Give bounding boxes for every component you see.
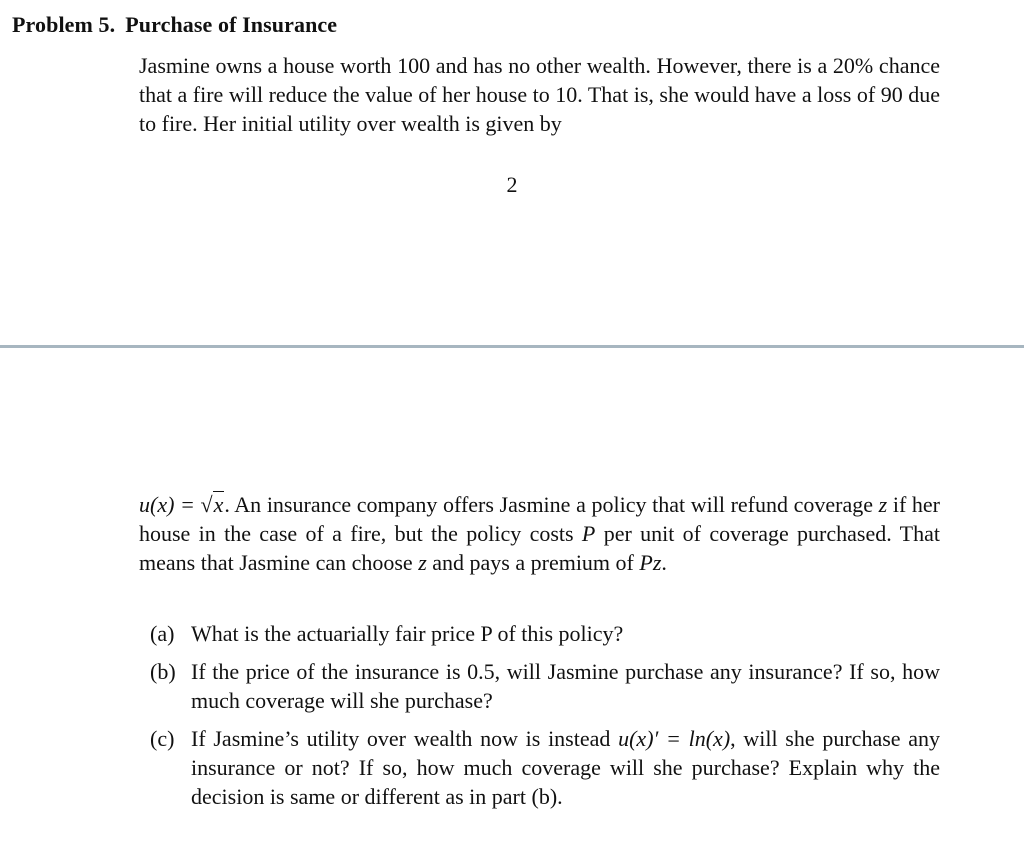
sqrt-symbol: √ — [200, 492, 213, 517]
problem-title: Purchase of Insurance — [125, 12, 338, 37]
text-after-z-second: and pays a premium of — [426, 550, 640, 575]
question-part-a — [150, 619, 940, 648]
utility-tail-text: . An insurance company offers Jasmine a policy that will refund coverage — [224, 492, 879, 517]
question-part-c — [150, 724, 940, 811]
sqrt-argument: x — [213, 492, 224, 517]
part-b-marker: (b) — [150, 659, 176, 684]
variable-z: z — [878, 492, 888, 517]
question-part-b — [150, 657, 940, 715]
variable-z-second: z — [418, 550, 427, 575]
text-after-p: per unit of coverage purchased. That means that Jasmine can choose — [139, 521, 940, 575]
text-after-z: if her house in the case of a fire, but the policy costs — [139, 492, 940, 546]
variable-pz: Pz — [639, 550, 662, 575]
sentence-period: . — [661, 550, 667, 575]
utility-paragraph — [139, 490, 940, 577]
problem-heading — [12, 12, 337, 38]
part-c-math: u(x)′ = ln(x) — [618, 726, 731, 751]
utility-lhs: u(x) = — [139, 492, 201, 517]
part-c-text-after: , will she purchase any insurance or not? If so, how much coverage will she purchase? Explain why the decision is same or different as in part (b). — [191, 726, 941, 809]
part-b-text: If the price of the insurance is 0.5, will Jasmine purchase any insurance? If so, how much coverage will she purchase? — [191, 659, 940, 713]
part-a-marker: (a) — [150, 621, 175, 646]
top-page-section — [0, 0, 1024, 345]
intro-paragraph: Jasmine owns a house worth 100 and has no other wealth. However, there is a 20% chance that a fire will reduce the value of her house to 10. That is, she would have a loss of 90 due to fire. Her initial utility over wealth is given by — [139, 53, 940, 136]
part-c-marker: (c) — [150, 726, 175, 751]
page-number: 2 — [506, 172, 518, 197]
problem-number: Problem 5. — [12, 12, 116, 37]
question-parts-list — [150, 619, 940, 820]
variable-p: P — [581, 521, 596, 546]
part-a-text: What is the actuarially fair price P of this policy? — [191, 621, 624, 646]
bottom-page-section — [0, 348, 1024, 853]
part-c-text-before: If Jasmine’s utility over wealth now is instead — [191, 726, 619, 751]
